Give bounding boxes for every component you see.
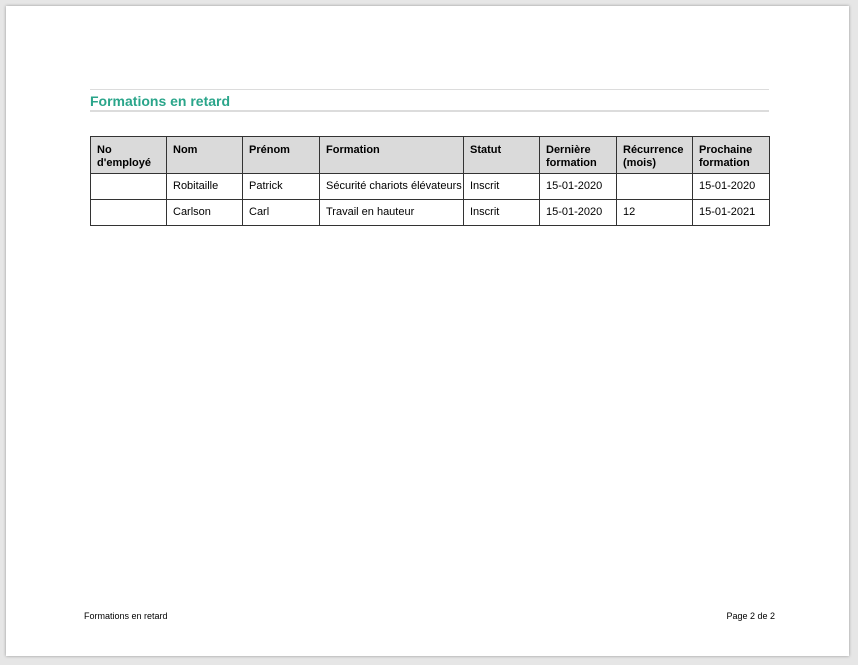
cell-training: Travail en hauteur [320,200,464,226]
header-label: Statut [470,144,502,156]
header-label: Nom [173,144,198,156]
header-label: Prénom [249,144,290,156]
header-label: Récurrence (mois) [623,144,684,169]
header-label: Prochaine formation [699,144,753,169]
page-title: Formations en retard [90,93,231,109]
cell-next-training: 15-01-2020 [693,174,770,200]
footer-page-number: Page 2 de 2 [726,611,775,621]
col-header-training [320,137,464,174]
cell-next-training: 15-01-2021 [693,200,770,226]
col-header-next-training [693,137,770,174]
table-row [91,200,770,226]
table-header-row [91,137,770,174]
title-band [90,89,769,112]
cell-recurrence [617,174,693,200]
col-header-recurrence [617,137,693,174]
col-header-last-name [167,137,243,174]
col-header-status [464,137,540,174]
cell-status: Inscrit [464,200,540,226]
training-table [90,136,770,226]
col-header-last-training [540,137,617,174]
cell-employee-no [91,200,167,226]
cell-employee-no [91,174,167,200]
col-header-employee-no [91,137,167,174]
cell-recurrence: 12 [617,200,693,226]
cell-first-name: Carl [243,200,320,226]
footer-report-name: Formations en retard [84,611,168,621]
header-label: No d'employé [97,144,151,169]
cell-first-name: Patrick [243,174,320,200]
cell-last-training: 15-01-2020 [540,174,617,200]
col-header-first-name [243,137,320,174]
cell-training: Sécurité chariots élévateurs [320,174,464,200]
cell-last-name: Robitaille [167,174,243,200]
cell-status: Inscrit [464,174,540,200]
header-label: Dernière formation [546,144,597,169]
cell-last-training: 15-01-2020 [540,200,617,226]
cell-last-name: Carlson [167,200,243,226]
header-label: Formation [326,144,380,156]
report-page [6,6,849,656]
table-row [91,174,770,200]
